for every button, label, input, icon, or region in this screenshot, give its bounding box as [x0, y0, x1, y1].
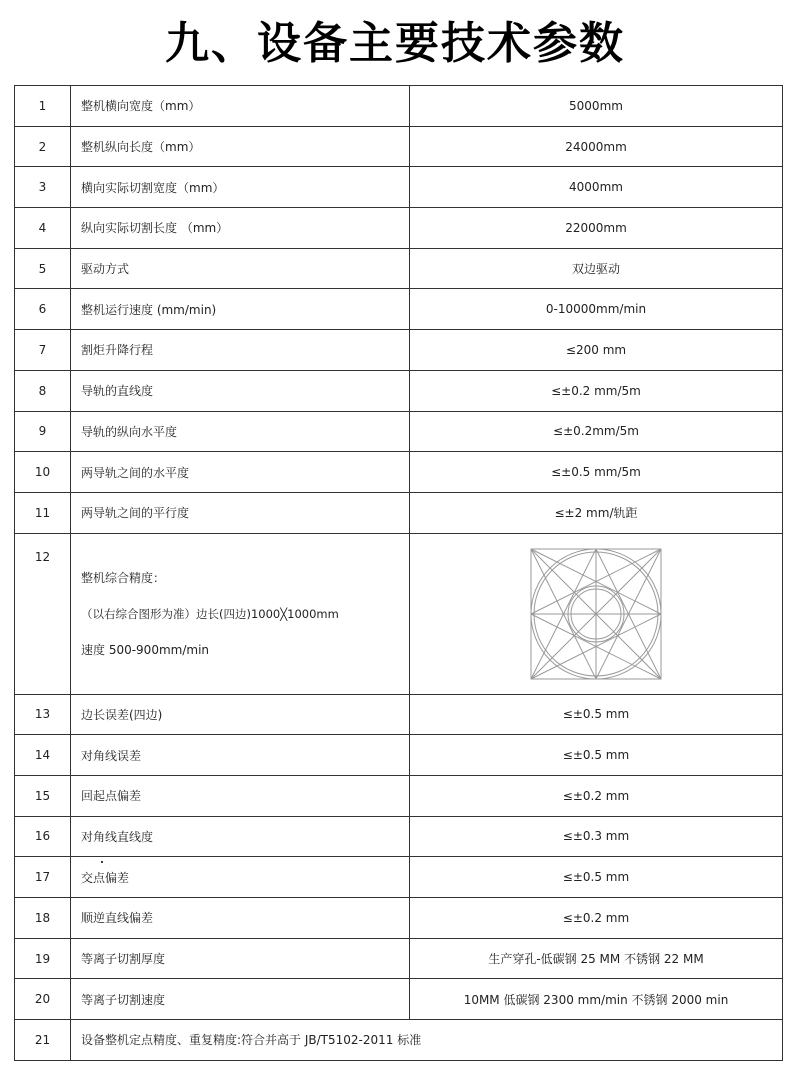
table-row [15, 694, 783, 735]
parameter-name: 横向实际切割宽度（mm） [71, 167, 410, 208]
parameter-value: 24000mm [410, 126, 783, 167]
row-number: 5 [15, 248, 71, 289]
row-number: 1 [15, 86, 71, 127]
row-number: 14 [15, 735, 71, 776]
row-number: 19 [15, 938, 71, 979]
table-row [15, 533, 783, 694]
table-row [15, 1020, 783, 1061]
parameter-value: 22000mm [410, 208, 783, 249]
parameter-value: ≤±0.2mm/5m [410, 411, 783, 452]
row-number: 9 [15, 411, 71, 452]
row-number: 10 [15, 452, 71, 493]
row-number: 6 [15, 289, 71, 330]
table-row [15, 775, 783, 816]
row-number: 2 [15, 126, 71, 167]
row-number: 12 [15, 533, 71, 694]
parameter-name: 等离子切割速度 [71, 979, 410, 1020]
parameter-value: 双边驱动 [410, 248, 783, 289]
parameter-name: 对角线直线度 [71, 816, 410, 857]
parameter-name: 两导轨之间的平行度 [71, 492, 410, 533]
parameter-value: 4000mm [410, 167, 783, 208]
parameter-name: 两导轨之间的水平度 [71, 452, 410, 493]
parameter-name: 回起点偏差 [71, 775, 410, 816]
parameter-name: 整机运行速度 (mm/min) [71, 289, 410, 330]
parameter-name-line: （以右综合图形为准）边长(四边)1000╳1000mm [81, 606, 339, 621]
row-number: 11 [15, 492, 71, 533]
row-number: 8 [15, 370, 71, 411]
parameter-name: 顺逆直线偏差 [71, 898, 410, 939]
parameter-value: 5000mm [410, 86, 783, 127]
parameter-name: 整机横向宽度（mm） [71, 86, 410, 127]
table-row [15, 289, 783, 330]
parameter-name: 纵向实际切割长度 （mm） [71, 208, 410, 249]
parameter-name: 导轨的纵向水平度 [71, 411, 410, 452]
table-row [15, 452, 783, 493]
table-row [15, 979, 783, 1020]
row-number: 18 [15, 898, 71, 939]
row-number: 16 [15, 816, 71, 857]
table-row [15, 330, 783, 371]
table-row [15, 857, 783, 898]
parameter-name: 设备整机定点精度、重复精度:符合并高于 JB/T5102-2011 标准 [71, 1020, 783, 1061]
table-row [15, 492, 783, 533]
table-row [15, 167, 783, 208]
parameter-value: ≤±0.2 mm/5m [410, 370, 783, 411]
table-row [15, 208, 783, 249]
parameter-value: 生产穿孔-低碳钢 25 MM 不锈钢 22 MM [410, 938, 783, 979]
row-number: 15 [15, 775, 71, 816]
table-row [15, 816, 783, 857]
row-number: 7 [15, 330, 71, 371]
parameter-name: 导轨的直线度 [71, 370, 410, 411]
parameter-name: 驱动方式 [71, 248, 410, 289]
parameter-value: ≤±0.5 mm [410, 857, 783, 898]
row-number: 13 [15, 694, 71, 735]
parameter-value: 0-10000mm/min [410, 289, 783, 330]
parameter-name: 割炬升降行程 [71, 330, 410, 371]
parameter-name: 等离子切割厚度 [71, 938, 410, 979]
page-title: 九、设备主要技术参数 [165, 18, 625, 69]
parameter-value: ≤±2 mm/轨距 [410, 492, 783, 533]
parameter-name: 边长误差(四边) [71, 694, 410, 735]
parameter-value: ≤200 mm [410, 330, 783, 371]
parameter-value: ≤±0.2 mm [410, 775, 783, 816]
parameter-value: 10MM 低碳钢 2300 mm/min 不锈钢 2000 min [410, 979, 783, 1020]
accuracy-test-pattern-figure [529, 547, 663, 681]
table-row [15, 411, 783, 452]
row-number: 17 [15, 857, 71, 898]
stray-dot-mark [101, 861, 103, 863]
row-number: 20 [15, 979, 71, 1020]
table-row [15, 126, 783, 167]
parameter-value-figure [410, 533, 783, 694]
parameter-value: ≤±0.5 mm [410, 735, 783, 776]
parameter-value: ≤±0.5 mm [410, 694, 783, 735]
parameter-value: ≤±0.3 mm [410, 816, 783, 857]
parameter-name: 交点偏差 [71, 857, 410, 898]
table-row [15, 248, 783, 289]
row-number: 21 [15, 1020, 71, 1061]
parameter-value: ≤±0.2 mm [410, 898, 783, 939]
table-row [15, 735, 783, 776]
parameter-name-line: 速度 500-900mm/min [81, 642, 210, 657]
technical-parameters-table [14, 85, 783, 1061]
parameter-value: ≤±0.5 mm/5m [410, 452, 783, 493]
table-row [15, 86, 783, 127]
parameter-name [71, 533, 410, 694]
table-row [15, 938, 783, 979]
parameter-name-line: 整机综合精度： [81, 570, 166, 585]
parameter-name: 整机纵向长度（mm） [71, 126, 410, 167]
table-row [15, 370, 783, 411]
table-row [15, 898, 783, 939]
parameter-name: 对角线误差 [71, 735, 410, 776]
row-number: 3 [15, 167, 71, 208]
row-number: 4 [15, 208, 71, 249]
